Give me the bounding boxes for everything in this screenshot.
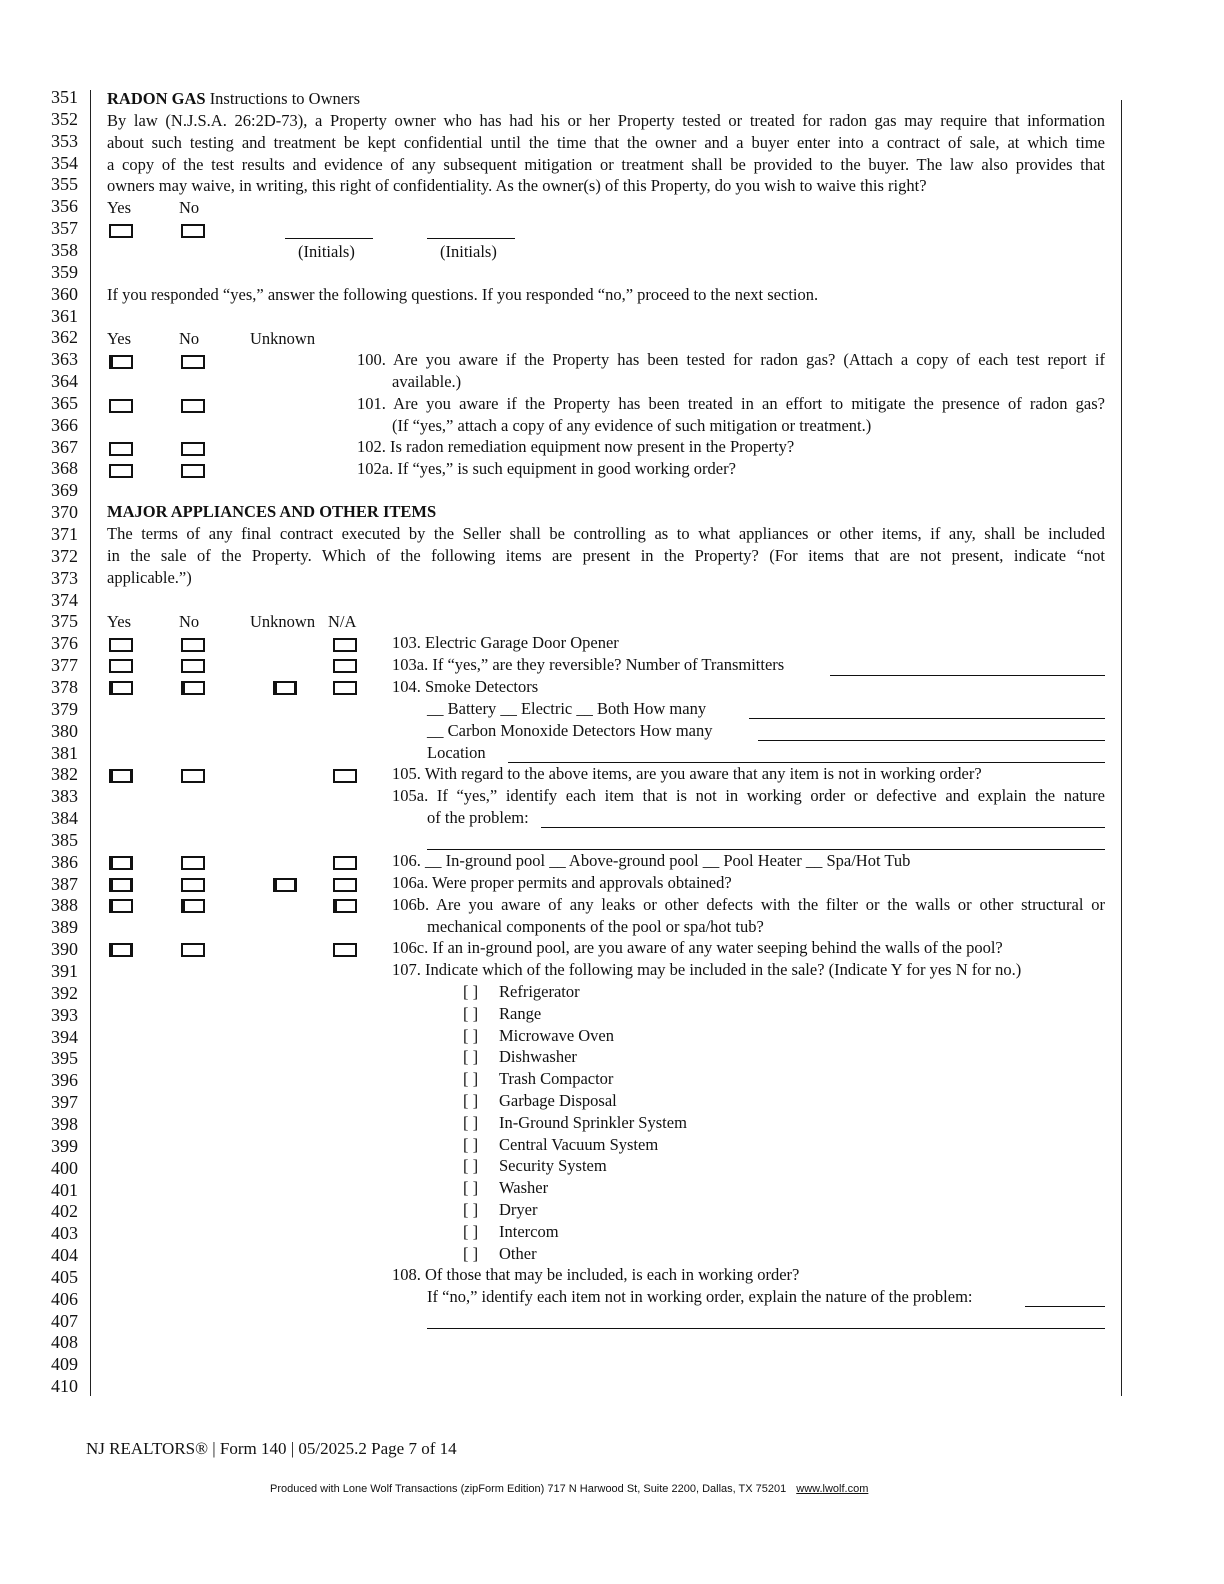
line-number: 372	[51, 545, 78, 566]
line-number: 400	[51, 1157, 78, 1178]
item-label: Dishwasher	[499, 1047, 577, 1067]
line-number: 374	[51, 589, 78, 610]
item-yn-bracket[interactable]: [ ]	[463, 1156, 479, 1176]
question-106b-cont: mechanical components of the pool or spa/hot tub?	[427, 917, 764, 936]
radon-para-line: about such testing and treatment be kept confidential until the time that the owner and a buyer enter into a contract of sale, at which time	[107, 133, 1105, 152]
q106a-na-checkbox[interactable]	[333, 878, 357, 892]
q101-no-checkbox[interactable]	[181, 399, 205, 413]
line-number: 364	[51, 371, 78, 392]
line-number: 384	[51, 808, 78, 829]
line-number: 354	[51, 152, 78, 173]
question-108-cont: If “no,” identify each item not in working order, explain the nature of the problem:	[427, 1287, 973, 1306]
line-number: 363	[51, 349, 78, 370]
q106-yes-checkbox[interactable]	[109, 856, 133, 870]
q106a-no-checkbox[interactable]	[181, 878, 205, 892]
line-number: 403	[51, 1223, 78, 1244]
question-106: 106. __ In-ground pool __ Above-ground pool __ Pool Heater __ Spa/Hot Tub	[392, 851, 911, 870]
produced-by-footer: Produced with Lone Wolf Transactions (zipForm Edition) 717 N Harwood St, Suite 2200, Dallas, TX 75201 www.lwolf.com	[270, 1483, 869, 1495]
line-number: 360	[51, 283, 78, 304]
initials-label-1: (Initials)	[298, 242, 355, 261]
item-label: Intercom	[499, 1221, 559, 1241]
q102-no-checkbox[interactable]	[181, 442, 205, 456]
line-number: 371	[51, 524, 78, 544]
question-106b: 106b. Are you aware of any leaks or other defects with the filter or the walls or other structural or	[392, 895, 1105, 914]
problem-field-1[interactable]	[541, 827, 1105, 828]
col-no-header: No	[179, 329, 200, 348]
line-number: 407	[51, 1310, 78, 1331]
q100-yes-checkbox[interactable]	[109, 355, 133, 369]
line-number: 397	[51, 1092, 78, 1113]
line-number: 368	[51, 458, 78, 479]
line-number: 388	[51, 895, 78, 916]
question-105: 105. With regard to the above items, are you aware that any item is not in working order?	[392, 764, 982, 783]
line-number: 405	[51, 1266, 78, 1287]
q105-no-checkbox[interactable]	[181, 769, 205, 783]
q106c-no-checkbox[interactable]	[181, 943, 205, 957]
col-yes-header: Yes	[107, 329, 132, 348]
app-col-no-header: No	[179, 612, 200, 631]
problem-field-2[interactable]	[427, 849, 1105, 850]
item-label: Central Vacuum System	[499, 1134, 659, 1154]
waive-no-label: No	[179, 198, 200, 217]
line-number: 409	[51, 1354, 78, 1375]
q104-yes-checkbox[interactable]	[109, 681, 133, 695]
q106a-yes-checkbox[interactable]	[109, 878, 133, 892]
question-101: 101. Are you aware if the Property has been treated in an effort to mitigate the presence of radon gas?	[357, 394, 1105, 413]
line-number: 386	[51, 851, 78, 872]
item-label: Other	[499, 1243, 537, 1263]
q104-unknown-checkbox[interactable]	[273, 681, 297, 695]
location-field[interactable]	[508, 762, 1105, 763]
q106c-na-checkbox[interactable]	[333, 943, 357, 957]
line-number: 391	[51, 961, 78, 981]
q105-yes-checkbox[interactable]	[109, 769, 133, 783]
q102a-no-checkbox[interactable]	[181, 464, 205, 478]
initials-line-2[interactable]	[427, 238, 515, 239]
working-order-field-1[interactable]	[1025, 1306, 1105, 1307]
question-106a: 106a. Were proper permits and approvals obtained?	[392, 873, 732, 892]
app-col-na-header: N/A	[328, 612, 357, 631]
item-yn-bracket[interactable]: [ ]	[463, 1003, 479, 1023]
line-number: 399	[51, 1135, 78, 1156]
question-105a-cont: of the problem:	[427, 808, 529, 827]
waive-no-checkbox[interactable]	[181, 224, 205, 238]
radon-heading: RADON GAS Instructions to Owners	[107, 89, 361, 108]
line-number: 365	[51, 392, 78, 413]
q106-no-checkbox[interactable]	[181, 856, 205, 870]
left-margin-rule	[90, 90, 91, 1396]
question-105a: 105a. If “yes,” identify each item that is not in working order or defective and explain the nature	[392, 786, 1105, 805]
item-yn-bracket[interactable]: [ ]	[463, 1134, 479, 1154]
question-103: 103. Electric Garage Door Opener	[392, 633, 619, 652]
radon-para-line: owners may waive, in writing, this right of confidentiality. As the owner(s) of this Property, do you wish to waive this right?	[107, 176, 927, 195]
q101-yes-checkbox[interactable]	[109, 399, 133, 413]
q102a-yes-checkbox[interactable]	[109, 464, 133, 478]
line-number: 379	[51, 698, 78, 719]
line-number: 375	[51, 611, 78, 632]
item-yn-bracket[interactable]: [ ]	[463, 1221, 479, 1241]
line-number: 382	[51, 764, 78, 785]
q104-na-checkbox[interactable]	[333, 681, 357, 695]
line-number: 362	[51, 327, 78, 348]
app-col-unknown-header: Unknown	[250, 612, 316, 631]
q103-na-checkbox[interactable]	[333, 638, 357, 652]
item-label: In-Ground Sprinkler System	[499, 1112, 687, 1132]
question-101-cont: (If “yes,” attach a copy of any evidence of such mitigation or treatment.)	[392, 416, 872, 435]
item-yn-bracket[interactable]: [ ]	[463, 1243, 479, 1263]
co-how-many-field[interactable]	[758, 740, 1105, 741]
working-order-field-2[interactable]	[427, 1328, 1105, 1329]
item-label: Range	[499, 1003, 542, 1023]
line-number: 383	[51, 786, 78, 807]
item-yn-bracket[interactable]: [ ]	[463, 1091, 479, 1110]
item-yn-bracket[interactable]: [ ]	[463, 982, 479, 1001]
item-label: Microwave Oven	[499, 1025, 615, 1045]
question-106c: 106c. If an in-ground pool, are you aware of any water seeping behind the walls of the pool?	[392, 938, 1003, 957]
waive-yes-checkbox[interactable]	[109, 224, 133, 238]
smoke-detector-types: __ Battery __ Electric __ Both How many	[427, 699, 707, 718]
line-number: 395	[51, 1048, 78, 1069]
col-unknown-header: Unknown	[250, 329, 316, 348]
line-number: 408	[51, 1332, 78, 1353]
line-number: 396	[51, 1070, 78, 1091]
line-number: 377	[51, 655, 78, 676]
q103a-na-checkbox[interactable]	[333, 659, 357, 673]
question-107: 107. Indicate which of the following may be included in the sale? (Indicate Y for yes N for no.)	[392, 960, 1022, 979]
line-number: 370	[51, 502, 78, 523]
line-number: 376	[51, 633, 78, 654]
q106b-yes-checkbox[interactable]	[109, 899, 133, 913]
line-number: 392	[51, 982, 78, 1003]
line-number: 356	[51, 196, 78, 217]
item-label: Refrigerator	[499, 982, 580, 1001]
transmitters-field[interactable]	[830, 675, 1105, 676]
waive-yes-label: Yes	[107, 198, 132, 217]
q103-yes-checkbox[interactable]	[109, 638, 133, 652]
line-number: 353	[51, 130, 78, 151]
q102-yes-checkbox[interactable]	[109, 442, 133, 456]
radon-para-line: a copy of the test results and evidence of any subsequent mitigation or treatment shall be provided to the buyer. The law also provides that	[107, 155, 1105, 174]
item-yn-bracket[interactable]: [ ]	[463, 1178, 479, 1198]
smoke-how-many-field[interactable]	[749, 718, 1105, 719]
line-number: 381	[51, 742, 78, 763]
q106b-no-checkbox[interactable]	[181, 899, 205, 913]
initials-line-1[interactable]	[285, 238, 373, 239]
question-100-cont: available.)	[392, 372, 462, 391]
question-100: 100. Are you aware if the Property has been tested for radon gas? (Attach a copy of each test report if	[357, 350, 1105, 369]
line-number: 402	[51, 1201, 78, 1222]
question-104: 104. Smoke Detectors	[392, 677, 539, 696]
line-number: 351	[51, 87, 78, 107]
line-number: 359	[51, 261, 78, 282]
appliances-para-line: in the sale of the Property. Which of the following items are present in the Property? (For items that are not present, indicate “not	[107, 546, 1105, 565]
co-detectors: __ Carbon Monoxide Detectors How many	[427, 721, 713, 740]
q105-na-checkbox[interactable]	[333, 769, 357, 783]
appliances-heading: MAJOR APPLIANCES AND OTHER ITEMS	[107, 502, 437, 521]
initials-label-2: (Initials)	[440, 242, 497, 261]
line-number: 394	[51, 1026, 78, 1047]
line-number: 352	[51, 108, 78, 129]
line-number: 378	[51, 676, 78, 697]
item-yn-bracket[interactable]: [ ]	[463, 1025, 479, 1045]
item-label: Garbage Disposal	[499, 1091, 617, 1110]
item-yn-bracket[interactable]: [ ]	[463, 1112, 479, 1132]
q103a-yes-checkbox[interactable]	[109, 659, 133, 673]
line-number: 387	[51, 873, 78, 894]
location-label: Location	[427, 743, 486, 762]
q106b-na-checkbox[interactable]	[333, 899, 357, 913]
question-102a: 102a. If “yes,” is such equipment in good working order?	[357, 459, 736, 478]
line-number: 369	[51, 480, 78, 501]
line-number: 361	[51, 305, 78, 326]
appliances-para-line: applicable.”)	[107, 568, 192, 587]
item-label: Trash Compactor	[499, 1069, 614, 1089]
line-number: 406	[51, 1288, 78, 1309]
line-number: 355	[51, 174, 78, 195]
line-number: 366	[51, 414, 78, 435]
line-number: 393	[51, 1004, 78, 1025]
q103-no-checkbox[interactable]	[181, 638, 205, 652]
lwolf-link[interactable]: www.lwolf.com	[796, 1483, 869, 1495]
line-number: 389	[51, 917, 78, 938]
line-number: 404	[51, 1245, 78, 1266]
line-number: 367	[51, 436, 78, 457]
app-col-yes-header: Yes	[107, 612, 132, 631]
line-number: 410	[51, 1376, 78, 1397]
radon-para-line: By law (N.J.S.A. 26:2D-73), a Property owner who has had his or her Property tested or treated for radon gas may require that information	[107, 111, 1105, 130]
question-103a: 103a. If “yes,” are they reversible? Number of Transmitters	[392, 655, 785, 674]
item-yn-bracket[interactable]: [ ]	[463, 1069, 479, 1089]
item-label: Dryer	[499, 1200, 538, 1219]
q106c-yes-checkbox[interactable]	[109, 943, 133, 957]
question-102: 102. Is radon remediation equipment now present in the Property?	[357, 437, 795, 456]
q104-no-checkbox[interactable]	[181, 681, 205, 695]
line-number: 401	[51, 1179, 78, 1200]
item-label: Security System	[499, 1156, 607, 1176]
line-number: 398	[51, 1113, 78, 1134]
line-number: 390	[51, 939, 78, 960]
item-yn-bracket[interactable]: [ ]	[463, 1200, 479, 1219]
q103a-no-checkbox[interactable]	[181, 659, 205, 673]
appliances-para-line: The terms of any final contract executed by the Seller shall be controlling as to what appliances or other items, if any, shall be included	[107, 524, 1105, 543]
line-number: 358	[51, 239, 78, 260]
q106a-unknown-checkbox[interactable]	[273, 878, 297, 892]
line-number: 357	[51, 218, 78, 239]
line-number: 380	[51, 720, 78, 741]
form-info-footer: NJ REALTORS® | Form 140 | 05/2025.2 Page 7 of 14	[86, 1439, 457, 1458]
q106-na-checkbox[interactable]	[333, 856, 357, 870]
question-108: 108. Of those that may be included, is each in working order?	[392, 1265, 800, 1284]
radon-instructions: If you responded “yes,” answer the following questions. If you responded “no,” proceed to the next section.	[107, 285, 819, 304]
line-number: 385	[51, 829, 78, 850]
right-margin-rule	[1121, 100, 1122, 1396]
item-yn-bracket[interactable]: [ ]	[463, 1047, 479, 1067]
line-number: 373	[51, 567, 78, 588]
item-label: Washer	[499, 1178, 549, 1198]
q100-no-checkbox[interactable]	[181, 355, 205, 369]
